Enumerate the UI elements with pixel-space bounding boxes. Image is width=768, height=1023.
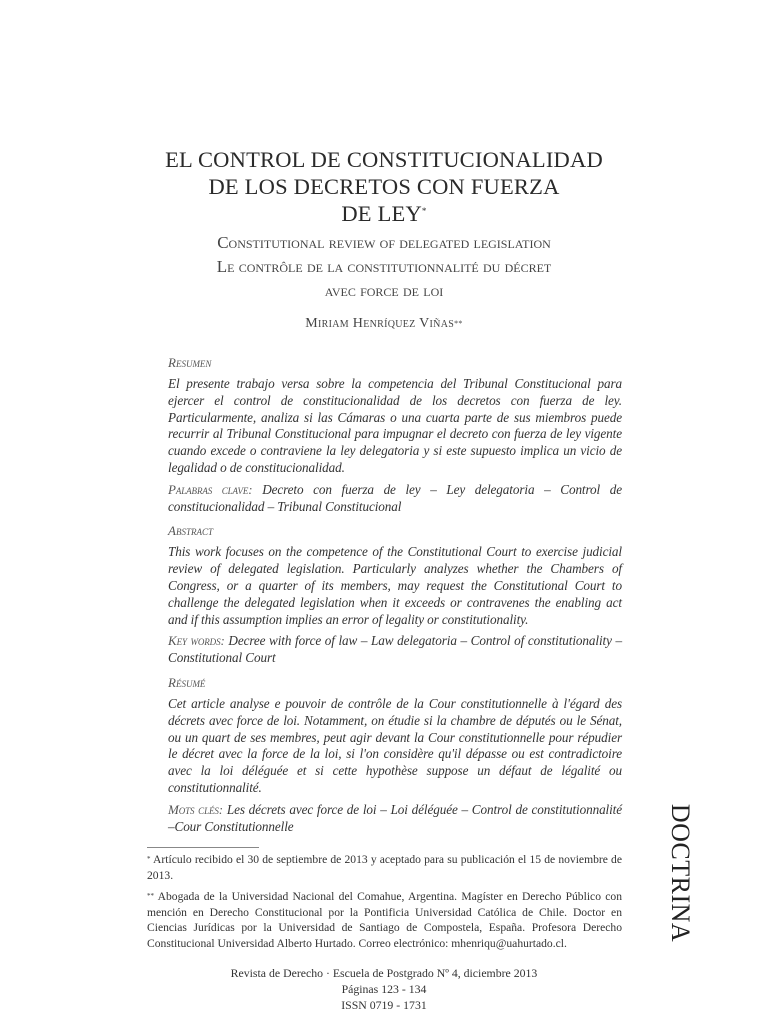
page-footer — [0, 965, 768, 1023]
abstract-label: Abstract — [168, 523, 213, 539]
journal-info: Revista de Derecho · Escuela de Postgrado Nº 4, diciembre 2013 — [230, 966, 538, 981]
abstract-keywords — [168, 633, 622, 667]
resume-label: Résumé — [168, 674, 206, 690]
article-title — [0, 146, 768, 227]
issn: ISSN 0719 - 1731 — [341, 998, 427, 1013]
abstracts-section — [168, 355, 622, 835]
keywords-text: Les décrets avec force de loi – Loi déléguée – Control de constitutionnalité –Cour Constitutionnelle — [168, 801, 623, 834]
keywords-label: Key words: — [168, 633, 225, 649]
footnote-ref[interactable]: * — [421, 206, 427, 216]
section-label-text: DOCTRINA — [666, 803, 695, 942]
keywords-label: Palabras clave: — [168, 481, 253, 497]
title-line-3 — [0, 200, 768, 227]
english-title: Constitutional review of delegated legislation — [217, 233, 551, 252]
title-line-1: EL CONTROL DE CONSTITUCIONALIDAD — [165, 147, 603, 172]
footnote-2 — [147, 889, 622, 951]
resumen-label: Resumen — [168, 355, 212, 370]
title-line-3-text: DE LEY — [341, 201, 422, 226]
keywords-text: Decreto con fuerza de ley – Ley delegatoria – Control de constitucionalidad – Tribunal Constitucional — [168, 481, 623, 514]
section-label — [665, 765, 695, 980]
footnotes — [147, 847, 622, 951]
keywords-label: Mots clés: — [168, 801, 224, 817]
footnote-mark: * — [147, 855, 151, 864]
keywords-text: Decree with force of law – Law delegatoria – Control of constitutionality – Constitutional Court — [168, 633, 623, 666]
resume-keywords — [168, 802, 622, 836]
footnote-ref[interactable]: ** — [454, 319, 463, 328]
resumen-keywords — [168, 482, 622, 516]
footnote-text: Abogada de la Universidad Nacional del Comahue, Argentina. Magíster en Derecho Público con mención en Derecho Constitucional por la Pontificia Universidad Católica de Chile. Doctor en Ciencias Jurídicas por la Universidad de Santiago de Compostela, España. Profesora Derecho Constitucional Universidad Alberto Hurtado. Correo electrónico: mhenriqu@uahurtado.cl. — [147, 890, 622, 950]
footnote-text: Artículo recibido el 30 de septiembre de 2013 y aceptado para su publicación el 15 de noviembre de 2013. — [147, 853, 622, 882]
resume-text: Cet article analyse e pouvoir de contrôle de la Cour constitutionnelle à l'égard des décrets avec force de loi. Notamment, on étudie si la chambre de députés ou le Sénat, ou un quart de ses membres, peut agir devant la Cour constitutionnelle pour répudier le décret avec la force de la loi, si l'on considère qu'il dépasse ou est contradictoire avec la loi déléguée et si cette hypothèse suppose un défaut de légalité ou constitutionnalité. — [168, 695, 622, 795]
page-range: Páginas 123 - 134 — [341, 982, 427, 997]
footnote-mark: ** — [147, 892, 154, 901]
french-title-line-1: Le contrôle de la constitutionnalité du décret — [216, 257, 552, 276]
french-title-line-2: avec force de loi — [324, 281, 444, 300]
footnote-1 — [147, 852, 622, 883]
footnote-divider — [147, 847, 259, 848]
author-name: Miriam Henríquez Viñas — [305, 316, 455, 331]
resumen-text: El presente trabajo versa sobre la competencia del Tribunal Constitucional para ejercer el control de constitucionalidad de los decretos con fuerza de ley. Particularmente, analiza si las Cámaras o una cuarta parte de sus miembros puede recurrir al Tribunal Constitucional para impugnar el decreto con fuerza de ley vigente cuando excede o contraviene la ley delegatoria y si este supuesto implica un vicio de legalidad o de constitucionalidad. — [168, 376, 622, 475]
abstract-text: This work focuses on the competence of the Constitutional Court to exercise judicial review of delegated legislation. Particularly analyzes whether the Chambers of Congress, or a quarter of its members, may request the Constitutional Court to challenge the delegated legislation when it exceeds or contravenes the enabling act and if this assumption implies an error of legality or constitutionality. — [168, 544, 622, 627]
title-line-2: DE LOS DECRETOS CON FUERZA — [208, 174, 560, 199]
author — [0, 315, 768, 333]
